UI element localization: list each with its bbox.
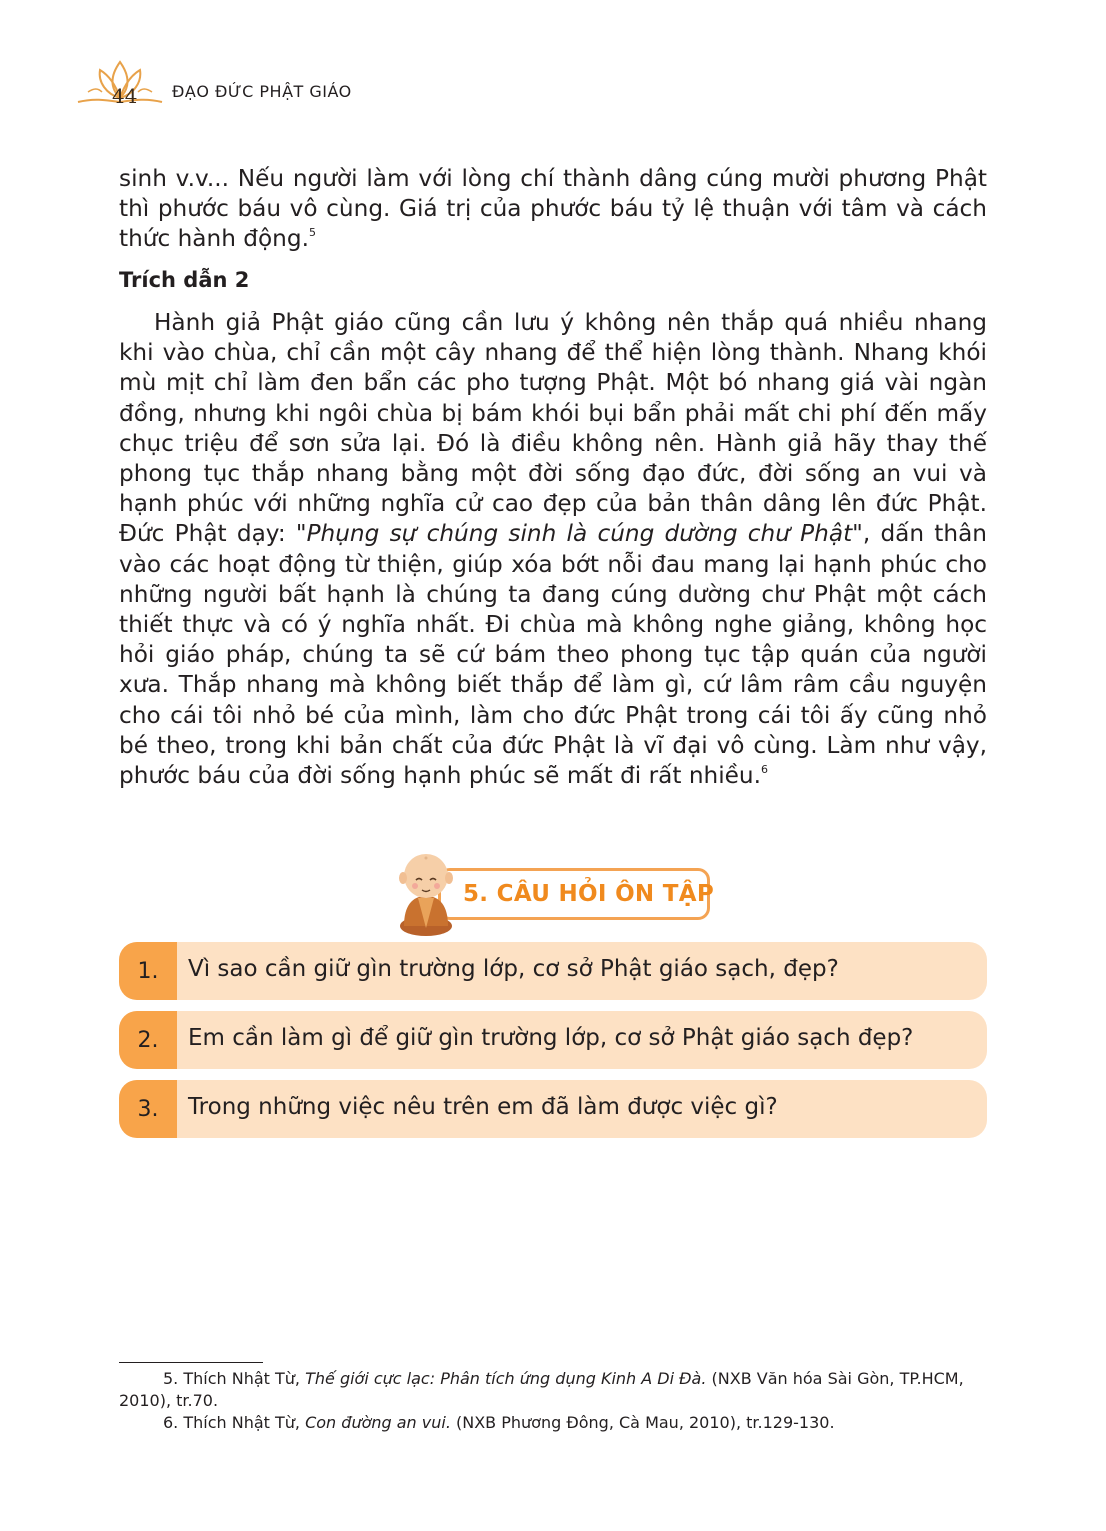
page-number: 44: [112, 84, 138, 108]
buddha-quote: Phụng sự chúng sinh là cúng dường chư Phật: [306, 520, 853, 548]
footnote-5: [119, 1368, 987, 1412]
question-item: [119, 942, 987, 1000]
footnote-publication: (NXB Văn hóa Sài Gòn, TP.HCM, 2010), tr.70.: [119, 1369, 964, 1410]
page-header: [70, 58, 470, 118]
review-title: 5. CÂU HỎI ÔN TẬP: [463, 881, 715, 907]
review-questions: [119, 942, 987, 1149]
quote-paragraph: [119, 308, 987, 791]
footnote-6: [119, 1412, 987, 1434]
footnote-publication: (NXB Phương Đông, Cà Mau, 2010), tr.129-130.: [450, 1413, 835, 1432]
paragraph-text: sinh v.v... Nếu người làm với lòng chí thành dâng cúng mười phương Phật thì phước báu vô cùng. Giá trị của phước báu tỷ lệ thuận với tâm và cách thức hành động.: [119, 165, 987, 253]
footnote-author: 5. Thích Nhật Từ,: [163, 1369, 306, 1388]
paragraph-continuation: [119, 164, 987, 255]
footnote-ref: 5: [308, 226, 316, 240]
footnote-divider: [119, 1362, 263, 1363]
quote-text-before: Hành giả Phật giáo cũng cần lưu ý không nên thắp quá nhiều nhang khi vào chùa, chỉ cần một cây nhang để thể hiện lòng thành. Nhang khói mù mịt chỉ làm đen bẩn các pho tượng Phật. Một bó nhang giá vài ngàn đồng, nhưng khi ngôi chùa bị bám khói bụi bẩn phải mất chi phí đến mấy chục triệu để sơn sửa lại. Đó là điều không nên. Hành giả hãy thay thế phong tục thắp nhang bằng một đời sống đạo đức, đời sống an vui và hạnh phúc với những nghĩa cử cao đẹp của bản thân dâng lên đức Phật. Đức Phật dạy: ": [119, 309, 987, 548]
question-item: [119, 1011, 987, 1069]
question-item: [119, 1080, 987, 1138]
running-title: ĐẠO ĐỨC PHẬT GIÁO: [172, 82, 352, 101]
quote-text-after: ", dấn thân vào các hoạt động từ thiện, giúp xóa bớt nỗi đau mang lại hạnh phúc cho những người bất hạnh là chúng ta đang cúng dường chư Phật một cách thiết thực và có ý nghĩa nhất. Đi chùa mà không nghe giảng, không học hỏi giáo pháp, chúng ta sẽ cứ bám theo phong tục tập quán của người xưa. Thắp nhang mà không biết thắp để làm gì, cứ lâm râm cầu nguyện cho cái tôi nhỏ bé của mình, làm cho đức Phật trong cái tôi ấy cũng nhỏ bé theo, trong khi bản chất của đức Phật là vĩ đại vô cùng. Làm như vậy, phước báu của đời sống hạnh phúc sẽ mất đi rất nhiều.: [119, 520, 988, 790]
question-text: Trong những việc nêu trên em đã làm được việc gì?: [188, 1094, 778, 1120]
question-text: Em cần làm gì để giữ gìn trường lớp, cơ sở Phật giáo sạch đẹp?: [188, 1025, 914, 1051]
question-number: 2.: [119, 1011, 177, 1069]
monk-illustration-icon: [388, 846, 468, 938]
footnote-title: Con đường an vui.: [305, 1413, 451, 1432]
footnotes: [119, 1368, 987, 1434]
footnote-title: Thế giới cực lạc: Phân tích ứng dụng Kinh A Di Đà.: [305, 1369, 707, 1388]
question-number: 3.: [119, 1080, 177, 1138]
footnote-author: 6. Thích Nhật Từ,: [163, 1413, 306, 1432]
review-section-title: [388, 846, 728, 936]
section-heading: Trích dẫn 2: [119, 268, 250, 292]
question-text: Vì sao cần giữ gìn trường lớp, cơ sở Phật giáo sạch, đẹp?: [188, 956, 839, 982]
question-number: 1.: [119, 942, 177, 1000]
footnote-ref: 6: [760, 763, 768, 777]
